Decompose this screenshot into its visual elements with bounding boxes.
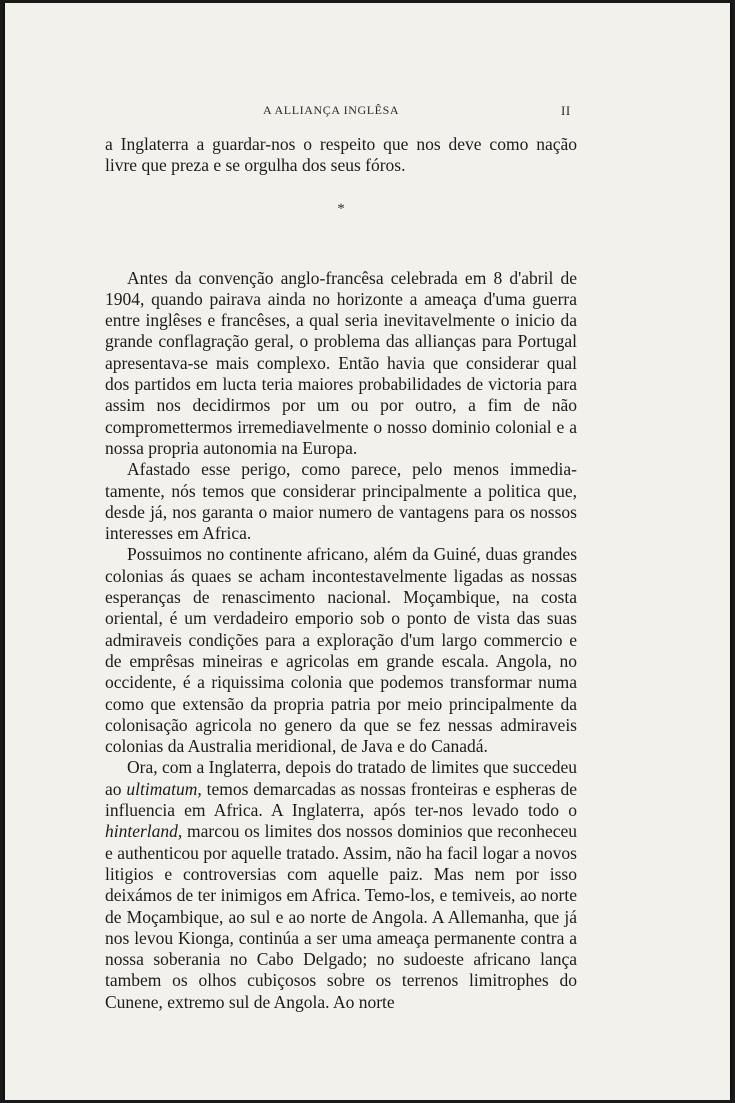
body-text bbox=[105, 134, 577, 1013]
text-run: temos demarcadas as nossas fronteiras e espheras de influencia em Africa. A Inglaterra, após ter-nos levado todo o bbox=[105, 778, 577, 821]
page-number: II bbox=[561, 103, 571, 118]
paragraph bbox=[105, 757, 577, 1013]
paragraph: Antes da convenção anglo-francêsa celebrada em 8 d'abril de 1904, quando pairava ainda no horizonte a ameaça d'uma guerra entre inglêses e francêses, a qual seria inevitavelmente o inicio da grande conflagração geral, o problema das allianças para Portugal apresentava-se mais complexo. Então havia que considerar qual dos partidos em lucta teria maiores probabilidades de victoria para assim nos decidirmos por um ou por outro, a fim de não compromettermos irremediavelmente o nosso dominio colonial e a nossa propria autonomia na Europa. bbox=[105, 267, 577, 458]
section-separator-asterisk: * bbox=[337, 200, 345, 217]
text-run: Ora, com a Inglaterra, depois do tratado de limites que succedeu ao bbox=[105, 757, 577, 799]
page-header bbox=[5, 103, 732, 123]
italic-term-ultimatum: ultimatum, bbox=[126, 778, 202, 799]
paragraph: Possuimos no continente africano, além da Guiné, duas grandes colonias ás quaes se acham incontestavelmente ligadas as nossas esperanças de renascimento nacional. Moçambique, na costa oriental, é um verdadeiro emporio sob o ponto de vista das suas admiraveis condições para a exploração d'um largo commercio e de emprêsas mineiras e agricolas em grande escala. Angola, no occidente, é a riquissima colonia que podemos transformar numa como que extensão da propria patria por meio principalmente da colonisação agricola no genero da que se fez nessas admiraveis colonias da Australia meridional, de Java e do Canadá. bbox=[105, 544, 577, 757]
italic-term-hinterland: hinterland, bbox=[105, 821, 183, 842]
paragraph: Afastado esse perigo, como parece, pelo menos immediatamente, nós temos que considerar principalmente a politica que, desde já, nos garanta o maior numero de vantagens para os nossos interesses em Africa. bbox=[105, 459, 577, 544]
book-page bbox=[3, 3, 732, 1100]
text-run: marcou os limites dos nossos dominios que reconheceu e authenticou por aquelle tratado. Assim, não ha facil logar a novos litigios e controversias com aquelle paiz. Mas nem por isso deixámos de ter inimigos em Africa. Temo-los, e temiveis, ao norte de Moçambique, ao sul e ao norte de Angola. A Allemanha, que já nos levou Kionga, continúa a ser uma ameaça permanente contra a nossa soberania no Cabo Delgado; no sudoeste africano lança tambem os olhos cubiçosos sobre os terrenos limitrophes do Cunene, extremo sul de Angola. Ao norte bbox=[105, 821, 577, 1012]
paragraph-continued: a Inglaterra a guardar-nos o respeito que nos deve como nação livre que preza e se orgulha dos seus fóros. bbox=[105, 134, 577, 176]
running-title: A ALLIANÇA INGLÊSA bbox=[263, 103, 400, 117]
